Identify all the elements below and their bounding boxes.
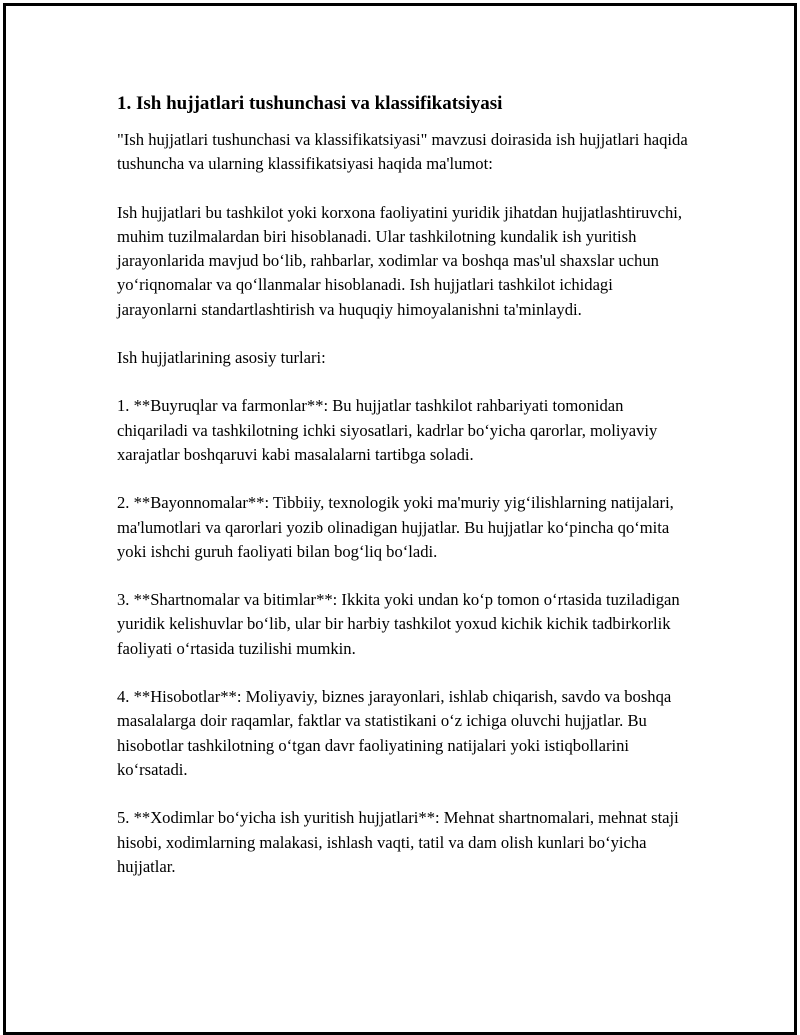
paragraph-types-heading: Ish hujjatlarining asosiy turlari:	[117, 348, 326, 368]
list-item-personnel-documents: 5. **Xodimlar bo‘yicha ish yuritish hujjatlari**: Mehnat shartnomalari, mehnat staji hisobi, xodimlarning malakasi, ishlash vaqti, tatil va dam olish kunlari bo‘yicha hujjatlar.	[117, 808, 679, 876]
document-title: 1. Ish hujjatlari tushunchasi va klassifikatsiyasi	[117, 93, 503, 114]
document-body	[117, 90, 697, 903]
list-item-orders: 1. **Buyruqlar va farmonlar**: Bu hujjatlar tashkilot rahbariyati tomonidan chiqariladi va tashkilotning ichki siyosatlari, kadrlar bo‘yicha qarorlar, moliyaviy xarajatlar boshqaruvi kabi masalalarni tartibga soladi.	[117, 396, 658, 464]
paragraph-definition: Ish hujjatlari bu tashkilot yoki korxona faoliyatini yuridik jihatdan hujjatlashtiruvchi, muhim tuzilmalardan biri hisoblanadi. Ular tashkilotning kundalik ish yuritish jarayonlarida mavjud bo‘lib, rahbarlar, xodimlar va boshqa mas'ul shaxslar uchun yo‘riqnomalar va qo‘llanmalar hisoblanadi. Ish hujjatlari tashkilot ichidagi jarayonlarni standartlashtirish va huquqiy himoyalanishni ta'minlaydi.	[117, 202, 683, 319]
list-item-reports: 4. **Hisobotlar**: Moliyaviy, biznes jarayonlari, ishlab chiqarish, savdo va boshqa masalalarga doir raqamlar, faktlar va statistikani o‘z ichiga oluvchi hujjatlar. Bu hisobotlar tashkilotning o‘tgan davr faoliyatining natijalari yoki istiqbollarini ko‘rsatadi.	[117, 687, 672, 779]
paragraph-intro: "Ish hujjatlari tushunchasi va klassifikatsiyasi" mavzusi doirasida ish hujjatlari haqida tushuncha va ularning klassifikatsiyasi haqida ma'lumot:	[117, 130, 688, 174]
list-item-contracts: 3. **Shartnomalar va bitimlar**: Ikkita yoki undan ko‘p tomon o‘rtasida tuziladigan yuridik kelishuvlar bo‘lib, ular bir harbiy tashkilot yoxud kichik kichik tadbirkorlik faoliyati o‘rtasida tuzilishi mumkin.	[117, 590, 680, 658]
list-item-protocols: 2. **Bayonnomalar**: Tibbiiy, texnologik yoki ma'muriy yig‘ilishlarning natijalari, ma'lumotlari va qarorlari yozib olinadigan hujjatlar. Bu hujjatlar ko‘pincha qo‘mita yoki ishchi guruh faoliyati bilan bog‘liq bo‘ladi.	[117, 493, 674, 561]
